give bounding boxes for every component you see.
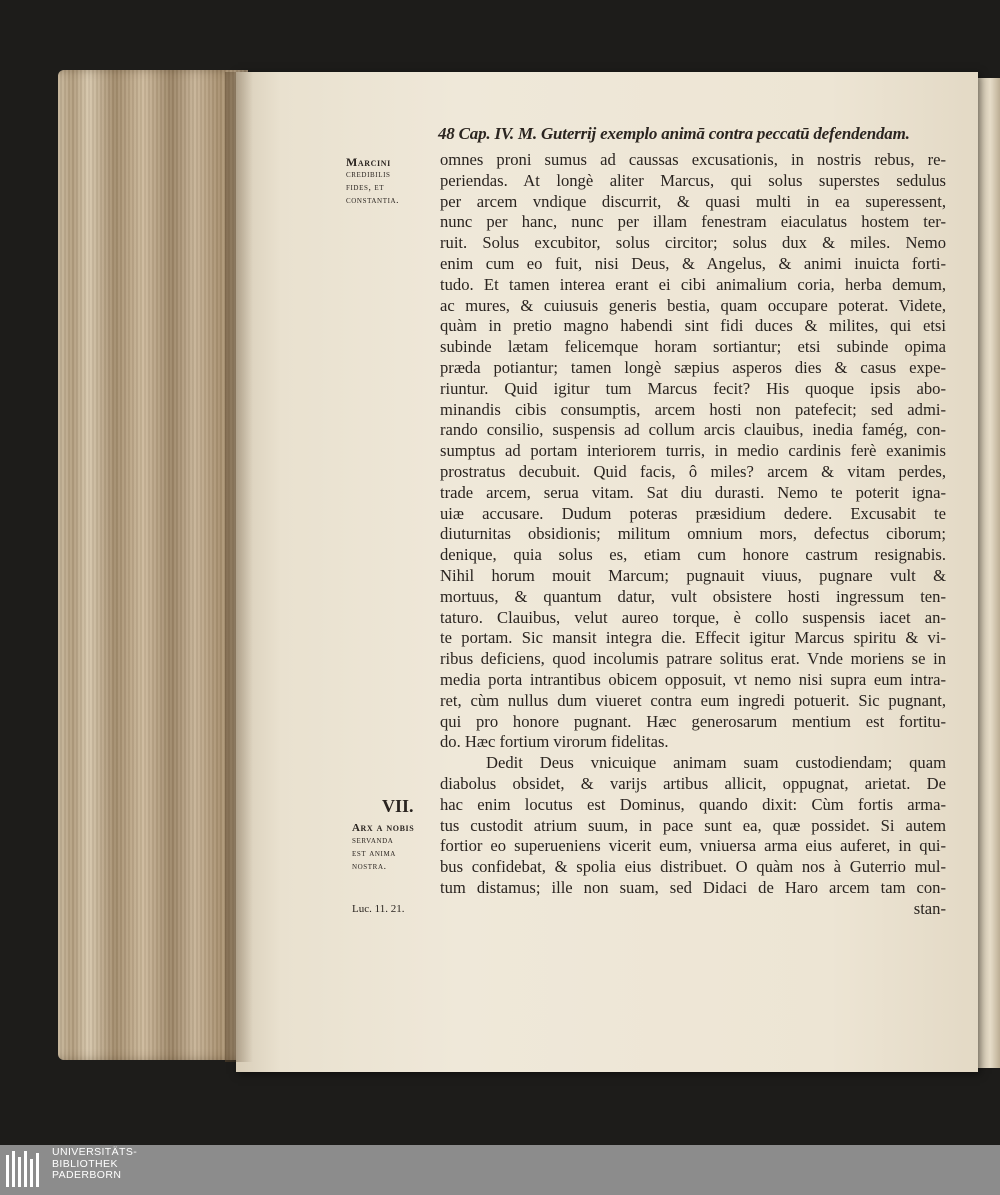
text-line: enim cum eo fuit, nisi Deus, & Angelus, & animi inuicta forti- — [440, 253, 946, 273]
text-line: omnes proni sumus ad caussas excusationis, in nostris rebus, re- — [440, 150, 946, 169]
text-line: qui pro honore pugnant. Hæc generosarum mentium est fortitu- — [440, 711, 946, 731]
text-line: taturo. Clauibus, velut aureo torque, è collo suspensis iacet an- — [440, 607, 946, 627]
text-line: tum distamus; ille non suam, sed Didaci de Haro arcem tam con- — [440, 877, 946, 897]
text-line: sumptus ad portam interiorem turris, in medio cardinis ferè exanimis — [440, 441, 946, 461]
running-head: 48 Cap. IV. M. Guterrij exemplo animā contra peccatū defendendam. — [438, 124, 910, 143]
text-line: Dedit Deus vnicuique animam suam custodiendam; quam — [486, 753, 946, 773]
text-line: præda potiantur; tamen longè sæpius asperos dies & casus expe- — [440, 357, 946, 377]
margin-note-line: Marcini — [346, 155, 391, 169]
text-line: prostratus decubuit. Quid facis, ô miles? arcem & vitam perdes, — [440, 461, 946, 481]
margin-note-line: fides, et — [346, 183, 385, 193]
text-line: tudo. Et tamen interea erant ei cibi animalium coria, herba demum, — [440, 274, 946, 294]
text-line: denique, quia solus es, etiam cum honore castrum resignabis. — [440, 545, 946, 565]
section-number: VII. — [382, 796, 414, 816]
text-line: ruit. Solus excubitor, solus circitor; solus dux & miles. Nemo — [440, 233, 946, 253]
text-line: tus custodit atrium suum, in pace sunt ea, quæ possidet. Si autem — [440, 815, 946, 835]
margin-note-line: servanda — [352, 836, 394, 846]
margin-note-line: est anima — [352, 849, 396, 859]
text-line: periendas. At longè aliter Marcus, qui solus superstes sedulus — [440, 170, 946, 190]
library-logo-icon — [4, 1149, 46, 1191]
margin-note-line: credibilis — [346, 170, 391, 180]
text-line: fortior eo superueniens vicerit eum, vniuersa arma eius auferet, in qui- — [440, 836, 946, 856]
book-fore-edge — [58, 70, 248, 1060]
text-line: subinde lætam felicemque horam sortiantur; etsi subinde opima — [440, 337, 946, 357]
logo-line: PADERBORN — [52, 1169, 122, 1181]
margin-note-line: constantia. — [346, 196, 400, 206]
gutter-shadow — [225, 72, 253, 1062]
text-line: te portam. Sic mansit integra die. Effecit igitur Marcus spiritu & vi- — [440, 628, 946, 648]
text-line: mortuus, & quantum datur, vult obsistere hosti ingressum ten- — [440, 586, 946, 606]
text-line: stan- — [913, 898, 946, 918]
margin-note-arx — [352, 822, 414, 874]
text-line: diabolus obsidet, & varijs artibus allicit, oppugnat, arietat. De — [440, 773, 946, 793]
margin-note-line: nostra. — [352, 862, 387, 872]
text-line: riuntur. Quid igitur tum Marcus fecit? His quoque ipsis abo- — [440, 378, 946, 398]
text-line: trade arcem, serua vitam. Sat diu durasti. Nemo te poterit igna- — [440, 482, 946, 502]
text-line: bus confidebat, & spolia eius distribuet. O quàm nos à Guterrio mul- — [440, 857, 946, 877]
text-line: nunc per hanc, nunc per illam fenestram eiaculatus hostem ter- — [440, 212, 946, 232]
text-line: do. Hæc fortium virorum fidelitas. — [440, 732, 669, 752]
text-line: rando consilio, suspensis ad collum arcis clauibus, inedia famég, con- — [440, 420, 946, 440]
margin-note-marcini — [346, 156, 399, 208]
text-line: media porta intrantibus obicem opposuit, vt nemo nisi supra eum intra- — [440, 669, 946, 689]
footer-bar — [0, 1145, 1000, 1195]
scripture-reference: Luc. 11. 21. — [352, 903, 405, 915]
text-line: ret, cùm nullus dum viueret contra eum ingredi potuerit. Sic pugnant, — [440, 690, 946, 710]
logo-line: UNIVERSITÄTS- — [52, 1146, 138, 1158]
text-line: per arcem vndique discurrit, & quasi multi in ea superessent, — [440, 191, 946, 211]
text-line: uiæ accusare. Dudum poteras præsidium dedere. Excusabit te — [440, 503, 946, 523]
text-line: quàm in pretio magno habendi sint fidi duces & milites, qui etsi — [440, 316, 946, 336]
text-line: minandis cibis consumptis, arcem hosti non patefecit; sed admi- — [440, 399, 946, 419]
next-page-edge — [976, 78, 1000, 1068]
library-logo-text — [52, 1147, 137, 1182]
text-line: ac mures, & cuiusuis generis bestia, quam occupare poterat. Videte, — [440, 295, 946, 315]
text-line: Nihil horum mouit Marcum; pugnauit viuus, pugnare vult & — [440, 565, 946, 585]
margin-note-line: Arx a nobis — [352, 822, 415, 834]
logo-line: BIBLIOTHEK — [52, 1157, 118, 1170]
text-line: hac enim locutus est Dominus, quando dixit: Cùm fortis arma- — [440, 794, 946, 814]
text-line: diuturnitas obsidionis; militum omnium mors, defectus ciborum; — [440, 524, 946, 544]
body-text — [440, 150, 946, 919]
text-line: ribus deficiens, quod incolumis patrare solitus erat. Vnde moriens se in — [440, 649, 946, 669]
